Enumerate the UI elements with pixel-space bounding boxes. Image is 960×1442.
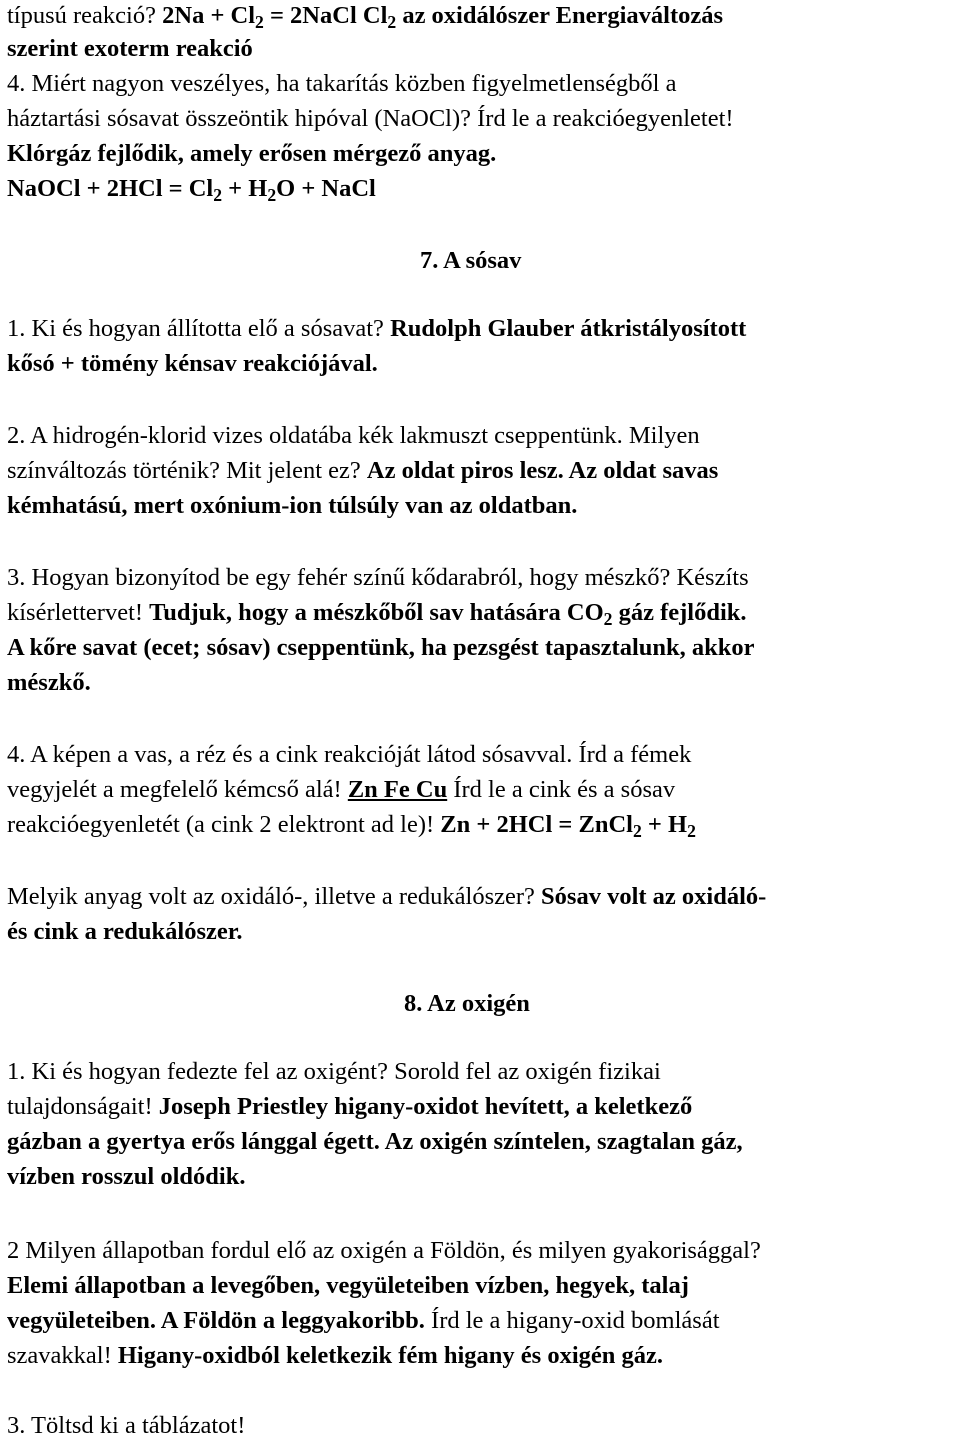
answer-text: kémhatású, mert oxónium-ion túlsúly van az oldatban. bbox=[7, 492, 578, 519]
question-text: háztartási sósavat összeöntik hipóval (NaOCl)? Írd le a reakcióegyenletet! bbox=[7, 105, 734, 132]
question-text: vegyjelét a megfelelő kémcső alá! bbox=[7, 776, 348, 803]
section-heading: 8. Az oxigén bbox=[404, 990, 530, 1017]
question-text: színváltozás történik? Mit jelent ez? bbox=[7, 457, 367, 484]
answer-text: szerint exoterm reakció bbox=[7, 35, 253, 62]
section-heading: 7. A sósav bbox=[420, 247, 522, 274]
question-text: reakcióegyenletét (a cink 2 elektront ad le)! bbox=[7, 811, 441, 838]
text-line bbox=[7, 597, 747, 629]
answer-text: Tudjuk, hogy a mészkőből sav hatására $CO_2$ gáz fejlődik. bbox=[149, 599, 747, 629]
text-line bbox=[7, 1305, 720, 1337]
answer-text: A kőre savat (ecet; sósav) cseppentünk, ha pezsgést tapasztalunk, akkor bbox=[7, 634, 755, 661]
question-text: 1. Ki és hogyan fedezte fel az oxigént? Sorold fel az oxigén fizikai bbox=[7, 1058, 661, 1085]
text-line bbox=[7, 881, 766, 913]
question-text: 4. Miért nagyon veszélyes, ha takarítás közben figyelmetlenségből a bbox=[7, 70, 677, 97]
question-text: Írd le a cink és a sósav bbox=[447, 776, 676, 803]
answer-text: kősó + tömény kénsav reakciójával. bbox=[7, 350, 378, 377]
answer-text: vízben rosszul oldódik. bbox=[7, 1163, 246, 1190]
answer-text: Az oldat piros lesz. Az oldat savas bbox=[366, 457, 719, 484]
question-text: kísérlettervet! bbox=[7, 599, 150, 626]
answer-text: Zn Fe Cu bbox=[347, 776, 448, 803]
question-text: tulajdonságait! bbox=[7, 1093, 159, 1120]
answer-text: Rudolph Glauber átkristályosított bbox=[390, 315, 747, 342]
question-text: 2. A hidrogén-klorid vizes oldatába kék lakmuszt cseppentünk. Milyen bbox=[7, 422, 700, 449]
answer-text: Elemi állapotban a levegőben, vegyületeiben vízben, hegyek, talaj bbox=[7, 1272, 689, 1299]
answer-text: Klórgáz fejlődik, amely erősen mérgező anyag. bbox=[7, 140, 497, 167]
answer-text: és cink a redukálószer. bbox=[7, 918, 243, 945]
text-line bbox=[7, 0, 723, 32]
question-text: Melyik anyag volt az oxidáló-, illetve a redukálószer? bbox=[7, 883, 542, 910]
text-line bbox=[7, 455, 718, 487]
answer-equation: Zn + 2HCl = ZnCl$_2$ + $H_2$ bbox=[440, 811, 696, 841]
question-text: 1. Ki és hogyan állította elő a sósavat? bbox=[7, 315, 391, 342]
text-line bbox=[7, 809, 696, 841]
answer-text: mészkő. bbox=[7, 669, 91, 696]
answer-text: Sósav volt az oxidáló- bbox=[541, 883, 767, 910]
question-text: szavakkal! bbox=[7, 1342, 118, 1369]
question-text: Írd le a higany-oxid bomlását bbox=[424, 1307, 720, 1334]
text-line bbox=[7, 313, 746, 345]
question-text: típusú reakció? bbox=[7, 2, 163, 29]
text-line bbox=[7, 1091, 692, 1123]
question-text: 4. A képen a vas, a réz és a cink reakcióját látod sósavval. Írd a fémek bbox=[7, 741, 692, 768]
question-text: 3. Töltsd ki a táblázatot! bbox=[7, 1412, 246, 1439]
question-text: 2 Milyen állapotban fordul elő az oxigén a Földön, és milyen gyakorisággal? bbox=[7, 1237, 761, 1264]
text-line bbox=[7, 1340, 663, 1372]
answer-text: $2Na + Cl_2$ = 2NaCl $Cl_2$ az oxidálószer Energiaváltozás bbox=[162, 2, 724, 32]
answer-text: gázban a gyertya erős lánggal égett. Az oxigén színtelen, szagtalan gáz, bbox=[7, 1128, 743, 1155]
answer-text: Joseph Priestley higany-oxidot hevített, a keletkező bbox=[158, 1093, 693, 1120]
question-text: 3. Hogyan bizonyítod be egy fehér színű kődarabról, hogy mészkő? Készíts bbox=[7, 564, 749, 591]
text-line bbox=[7, 774, 675, 806]
answer-text: vegyületeiben. A Földön a leggyakoribb. bbox=[7, 1307, 425, 1334]
answer-text: Higany-oxidból keletkezik fém higany és oxigén gáz. bbox=[117, 1342, 663, 1369]
answer-equation: NaOCl + $2HCl = Cl_2 + H_2O$ + NaCl bbox=[7, 175, 376, 205]
